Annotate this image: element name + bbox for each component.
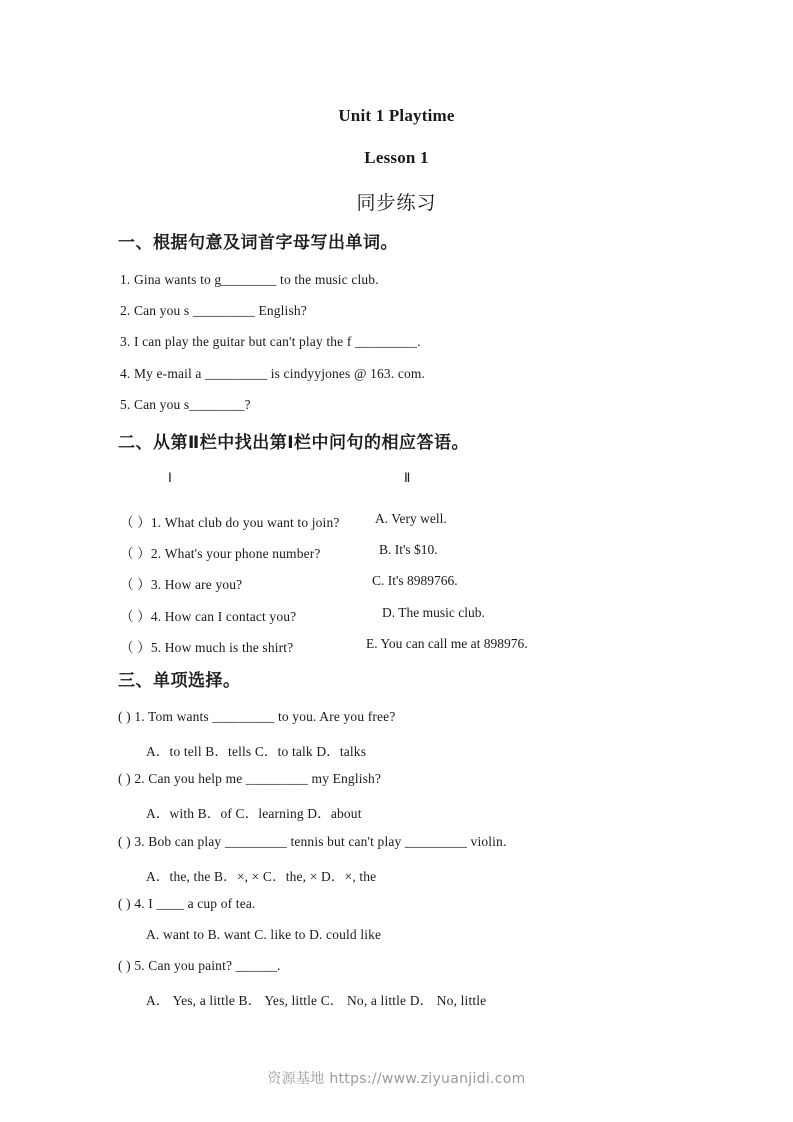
section-1-item: 5. Can you s________? [120, 397, 251, 412]
section-1-item: 4. My e-mail a _________ is cindyyjones @ 163. com. [120, 366, 426, 381]
mc-question-stem: ( ) 5. Can you paint? ______. [118, 958, 281, 973]
mc-question-stem: ( ) 4. I ____ a cup of tea. [118, 896, 256, 911]
mc-question-options: A．the, the B．×, × C．the, × D．×, the [146, 869, 377, 884]
mc-question-options: A．with B．of C．learning D．about [146, 806, 362, 821]
lesson-title: Lesson 1 [364, 148, 429, 167]
mc-question-stem: ( ) 3. Bob can play _________ tennis but can't play _________ violin. [118, 834, 507, 849]
match-question: （ ）2. What's your phone number? [120, 546, 321, 561]
mc-question-options: A． Yes, a little B． Yes, little C． No, a little D． No, little [146, 993, 487, 1008]
mc-question-options: A．to tell B．tells C．to talk D．talks [146, 744, 367, 759]
practice-subtitle: 同步练习 [356, 192, 437, 214]
match-question: （ ）5. How much is the shirt? [120, 640, 294, 655]
column-marker-one: Ⅰ [168, 470, 172, 485]
match-question: （ ）1. What club do you want to join? [120, 515, 340, 530]
match-answer: B. It's $10. [379, 542, 438, 557]
match-answer: A. Very well. [375, 511, 447, 526]
match-answer: E. You can call me at 898976. [366, 636, 528, 651]
mc-question-options: A. want to B. want C. like to D. could like [146, 927, 382, 942]
section-3-heading: 三、单项选择。 [118, 671, 241, 691]
match-question: （ ）4. How can I contact you? [120, 609, 297, 624]
section-1-item: 2. Can you s _________ English? [120, 303, 307, 318]
match-question: （ ）3. How are you? [120, 577, 243, 592]
section-1-item: 3. I can play the guitar but can't play the f _________. [120, 334, 421, 349]
match-answer: D. The music club. [382, 605, 485, 620]
unit-title: Unit 1 Playtime [338, 106, 455, 125]
mc-question-stem: ( ) 2. Can you help me _________ my English? [118, 771, 382, 786]
column-marker-two: Ⅱ [404, 470, 411, 485]
mc-question-stem: ( ) 1. Tom wants _________ to you. Are you free? [118, 709, 396, 724]
footer-watermark: 资源基地 https://www.ziyuanjidi.com [267, 1071, 526, 1087]
match-answer: C. It's 8989766. [372, 573, 458, 588]
section-1-item: 1. Gina wants to g________ to the music club. [120, 272, 379, 287]
section-2-heading: 二、从第Ⅱ栏中找出第Ⅰ栏中问句的相应答语。 [118, 433, 470, 453]
section-1-heading: 一、根据句意及词首字母写出单词。 [118, 233, 398, 253]
